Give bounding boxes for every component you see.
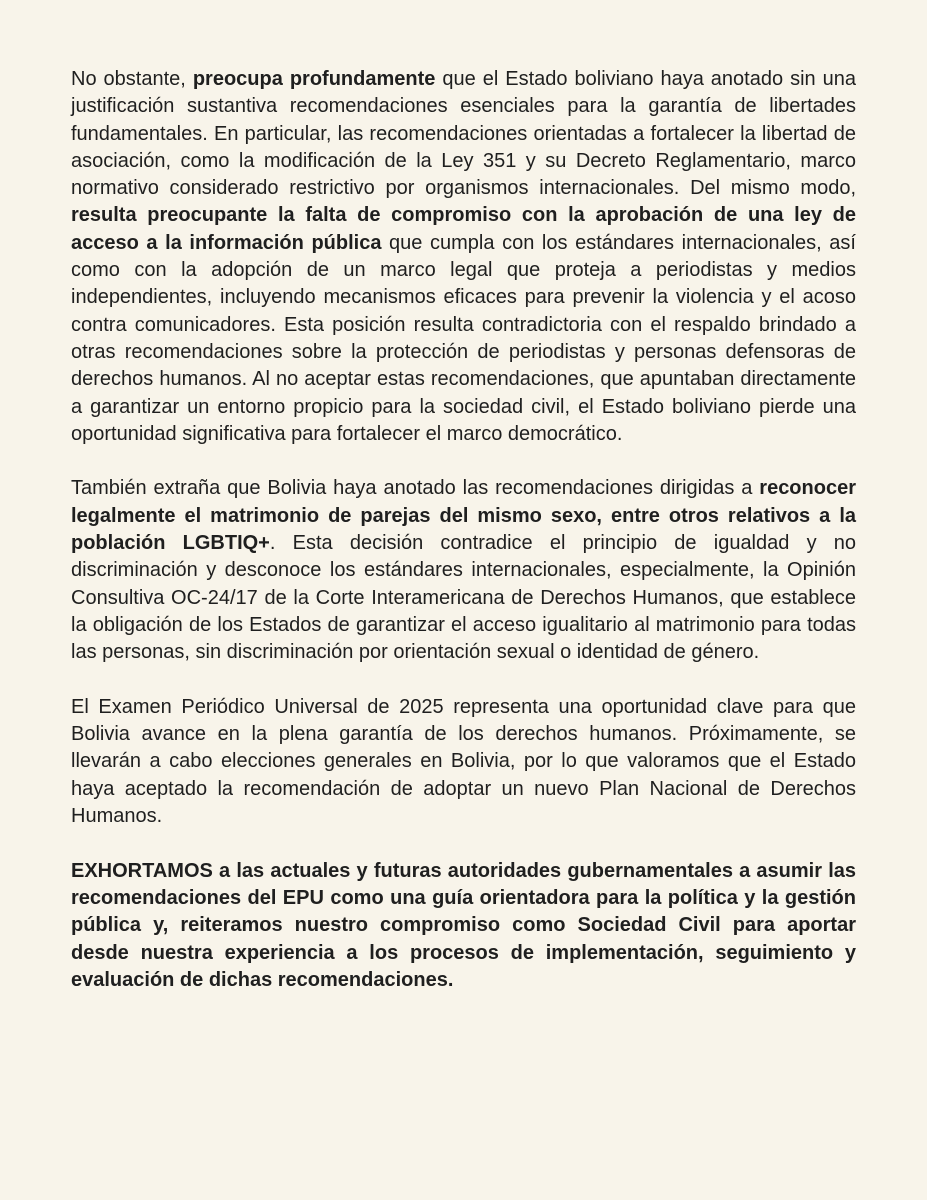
paragraph-text: . Esta decisión contradice el principio de igualdad y no discriminación y desconoce los estándares internacionales, especialmente, la Opinión Consultiva OC-24/17 de la Corte Interamericana de Derechos Humanos, que establece la obligación de los Estados de garantizar el acceso igualitario al matrimonio para todas las personas, sin discriminación por orientación sexual o identidad de género.	[71, 532, 857, 664]
paragraph-text: No obstante,	[71, 68, 193, 90]
paragraph-lgbtiq-recommendations	[71, 475, 856, 666]
paragraph-text: que cumpla con los estándares internacionales, así como con la adopción de un marco legal que proteja a periodistas y medios independientes, incluyendo mecanismos eficaces para prevenir la violencia y el acoso contra comunicadores. Esta posición resulta contradictoria con el respaldo brindado a otras recomendaciones sobre la protección de periodistas y personas defensoras de derechos humanos. Al no aceptar estas recomendaciones, que apuntaban directamente a garantizar un entorno propicio para la sociedad civil, el Estado boliviano pierde una oportunidad significativa para fortalecer el marco democrático.	[71, 231, 856, 445]
paragraph-concern-freedoms	[71, 66, 856, 448]
paragraph-upr-2025	[71, 694, 856, 830]
paragraph-text: EXHORTAMOS a las actuales y futuras autoridades gubernamentales a asumir las recomendaciones del EPU como una guía orientadora para la política y la gestión pública y, reiteramos nuestro compromiso como Sociedad Civil para aportar desde nuestra experiencia a los procesos de implementación, seguimiento y evaluación de dichas recomendaciones.	[71, 859, 856, 991]
paragraph-text: También extraña que Bolivia haya anotado las recomendaciones dirigidas a	[71, 477, 760, 500]
emphasis-text: reconocer legalmente el matrimonio de parejas del mismo sexo, entre otros relativos a la población LGBTIQ+	[71, 477, 856, 555]
emphasis-text: resulta preocupante la falta de compromiso con la aprobación de una ley de acceso a la información pública	[71, 204, 856, 254]
emphasis-text: preocupa profundamente	[192, 68, 436, 90]
paragraph-exhortation	[71, 858, 856, 994]
paragraph-text: que el Estado boliviano haya anotado sin una justificación sustantiva recomendaciones esenciales para la garantía de libertades fundamentales. En particular, las recomendaciones orientadas a fortalecer la libertad de asociación, como la modificación de la Ley 351 y su Decreto Reglamentario, marco normativo considerado restrictivo por organismos internacionales. Del mismo modo,	[71, 68, 856, 200]
paragraph-text: El Examen Periódico Universal de 2025 representa una oportunidad clave para que Bolivia avance en la plena garantía de los derechos humanos. Próximamente, se llevarán a cabo elecciones generales en Bolivia, por lo que valoramos que el Estado haya aceptado la recomendación de adoptar un nuevo Plan Nacional de Derechos Humanos.	[71, 695, 856, 828]
